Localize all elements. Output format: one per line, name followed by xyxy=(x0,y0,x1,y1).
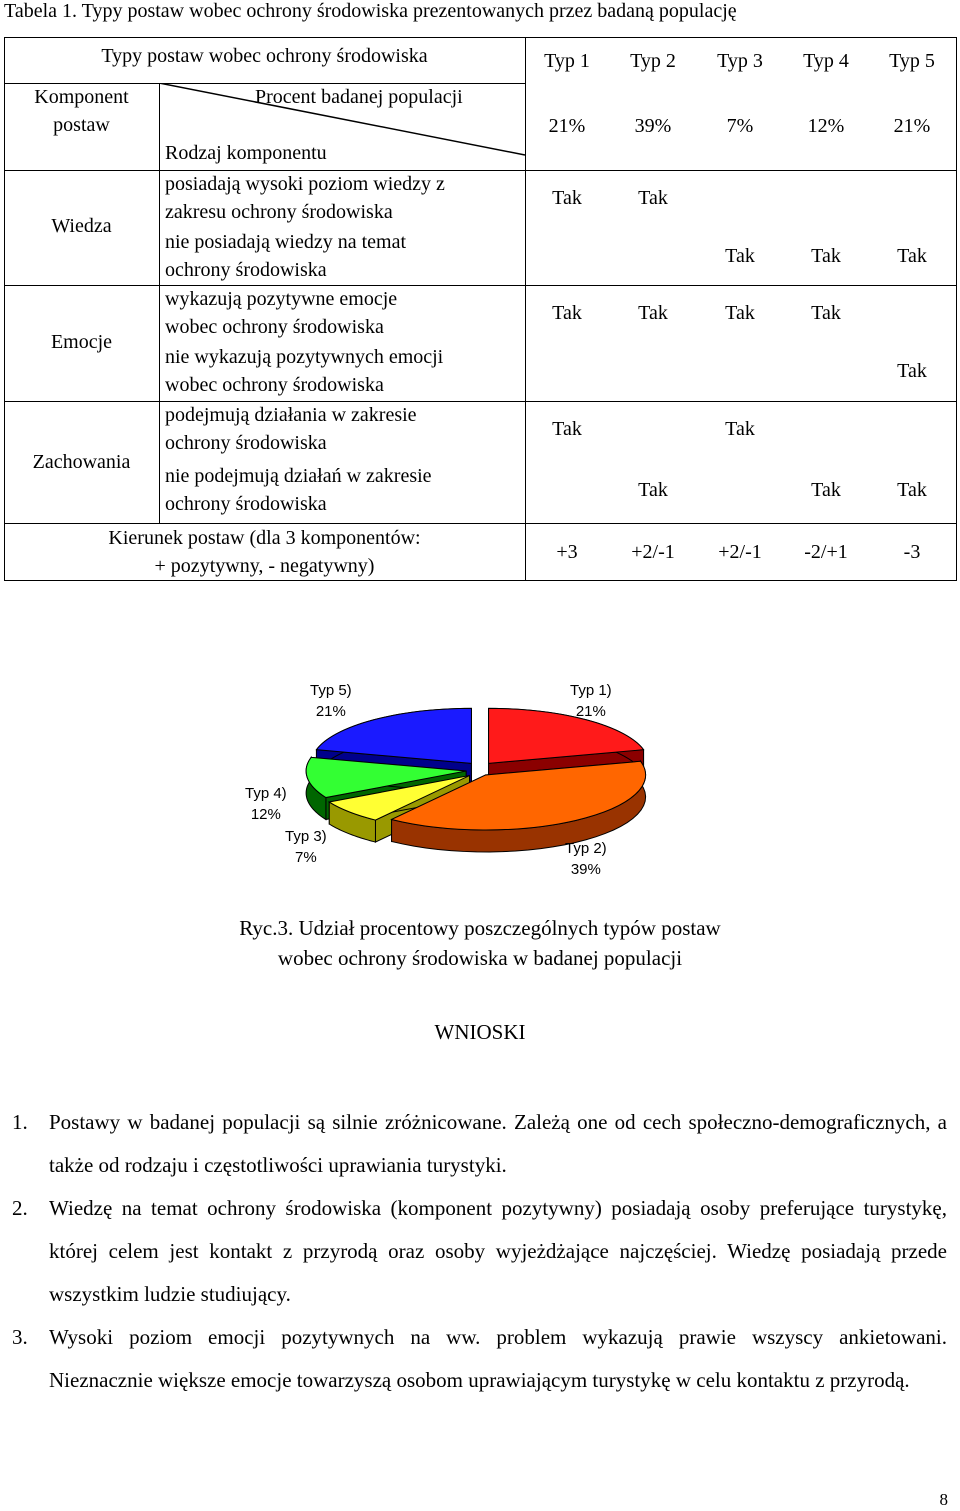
header-group: Typy postaw wobec ochrony środowiska xyxy=(101,45,428,67)
pie-label-value: 7% xyxy=(295,849,317,866)
pie-label-category: Typ 1) xyxy=(570,682,612,699)
pie-label-category: Typ 2) xyxy=(565,840,607,857)
conclusion-item xyxy=(12,1316,947,1402)
tak-cell: Tak xyxy=(552,418,582,440)
type-percent: 7% xyxy=(726,115,754,137)
direction-value: -3 xyxy=(903,541,921,563)
row-label: wobec ochrony środowiska xyxy=(165,374,384,396)
tak-cell: Tak xyxy=(638,479,668,501)
figure-caption-line1: Ryc.3. Udział procentowy poszczególnych typów postaw xyxy=(239,916,721,940)
type-percent: 12% xyxy=(807,115,845,137)
section-heading: WNIOSKI xyxy=(434,1020,526,1044)
direction-value: +2/-1 xyxy=(631,541,675,563)
tak-cell: Tak xyxy=(897,245,927,267)
conclusion-number: 1. xyxy=(12,1110,28,1134)
tak-cell: Tak xyxy=(638,302,668,324)
pie-label-value: 12% xyxy=(250,806,281,823)
direction-value: -2/+1 xyxy=(804,541,848,563)
pie-label xyxy=(565,838,607,880)
component-name: Wiedza xyxy=(51,215,112,237)
conclusion-item xyxy=(12,1101,947,1187)
row-label: podejmują działania w zakresie xyxy=(165,404,417,426)
direction-label: + pozytywny, - negatywny) xyxy=(154,555,375,577)
tak-cell: Tak xyxy=(552,302,582,324)
corner-left: postaw xyxy=(53,114,110,136)
tak-cell: Tak xyxy=(552,187,582,209)
conclusion-number: 2. xyxy=(12,1196,28,1220)
row-label: wobec ochrony środowiska xyxy=(165,316,384,338)
pie-label-value: 21% xyxy=(575,703,606,720)
pie-label-category: Typ 5) xyxy=(310,682,352,699)
tak-cell: Tak xyxy=(725,418,755,440)
corner-left: Komponent xyxy=(34,86,129,108)
tak-cell: Tak xyxy=(897,479,927,501)
row-label: ochrony środowiska xyxy=(165,493,327,515)
pie-chart xyxy=(240,670,720,890)
row-label: nie wykazują pozytywnych emocji xyxy=(165,346,444,368)
type-percent: 21% xyxy=(893,115,931,137)
conclusion-text: Wiedzę na temat ochrony środowiska (komponent pozytywny) posiadają osoby preferujące turystykę, której celem jest kontakt z przyrodą oraz osoby wyjeżdżające najczęściej. Wiedzę posiadają przede wszystkim ludzie studiujący. xyxy=(49,1196,947,1306)
direction-value: +2/-1 xyxy=(718,541,762,563)
row-label: zakresu ochrony środowiska xyxy=(165,201,393,223)
table-caption: Tabela 1. Typy postaw wobec ochrony środowiska prezentowanych przez badaną populację xyxy=(4,0,737,22)
row-label: posiadają wysoki poziom wiedzy z xyxy=(165,173,445,195)
type-percent: 39% xyxy=(634,115,672,137)
conclusion-number: 3. xyxy=(12,1325,28,1349)
tak-cell: Tak xyxy=(725,245,755,267)
page-number: 8 xyxy=(939,1490,948,1509)
component-name: Zachowania xyxy=(32,451,131,473)
conclusion-item xyxy=(12,1187,947,1316)
direction-label: Kierunek postaw (dla 3 komponentów: xyxy=(108,527,421,549)
type-header: Typ 2 xyxy=(630,50,676,72)
tak-cell: Tak xyxy=(897,360,927,382)
row-label: ochrony środowiska xyxy=(165,432,327,454)
row-label: ochrony środowiska xyxy=(165,259,327,281)
pie-label-value: 39% xyxy=(570,861,601,878)
type-header: Typ 3 xyxy=(717,50,763,72)
direction-value: +3 xyxy=(556,541,578,563)
pie-label-category: Typ 3) xyxy=(285,828,327,845)
pie-label xyxy=(245,783,287,825)
row-label: nie posiadają wiedzy na temat xyxy=(165,231,407,253)
corner-top: Procent badanej populacji xyxy=(255,86,463,108)
tak-cell: Tak xyxy=(811,479,841,501)
tak-cell: Tak xyxy=(811,302,841,324)
tak-cell: Tak xyxy=(811,245,841,267)
pie-label xyxy=(310,680,352,722)
tak-cell: Tak xyxy=(725,302,755,324)
pie-label-category: Typ 4) xyxy=(245,785,287,802)
type-percent: 21% xyxy=(548,115,586,137)
component-name: Emocje xyxy=(50,331,113,353)
type-header: Typ 4 xyxy=(803,50,849,72)
conclusion-text: Wysoki poziom emocji pozytywnych na ww. problem wykazują prawie wszyscy ankietowani. Nieznacznie większe emocje towarzyszą osobom uprawiającym turystykę w celu kontaktu z przyrodą. xyxy=(49,1325,947,1392)
conclusion-text: Postawy w badanej populacji są silnie zróżnicowane. Zależą one od cech społeczno-demograficznych, a także od rodzaju i częstotliwości uprawiania turystyki. xyxy=(49,1110,947,1177)
row-label: nie podejmują działań w zakresie xyxy=(165,465,432,487)
pie-label-value: 21% xyxy=(315,703,346,720)
row-label: wykazują pozytywne emocje xyxy=(165,288,398,310)
corner-bottom: Rodzaj komponentu xyxy=(165,142,327,164)
type-header: Typ 1 xyxy=(544,50,590,72)
tak-cell: Tak xyxy=(638,187,668,209)
type-header: Typ 5 xyxy=(889,50,935,72)
figure-caption-line2: wobec ochrony środowiska w badanej populacji xyxy=(277,946,683,970)
pie-label xyxy=(285,826,327,868)
pie-label xyxy=(570,680,612,722)
